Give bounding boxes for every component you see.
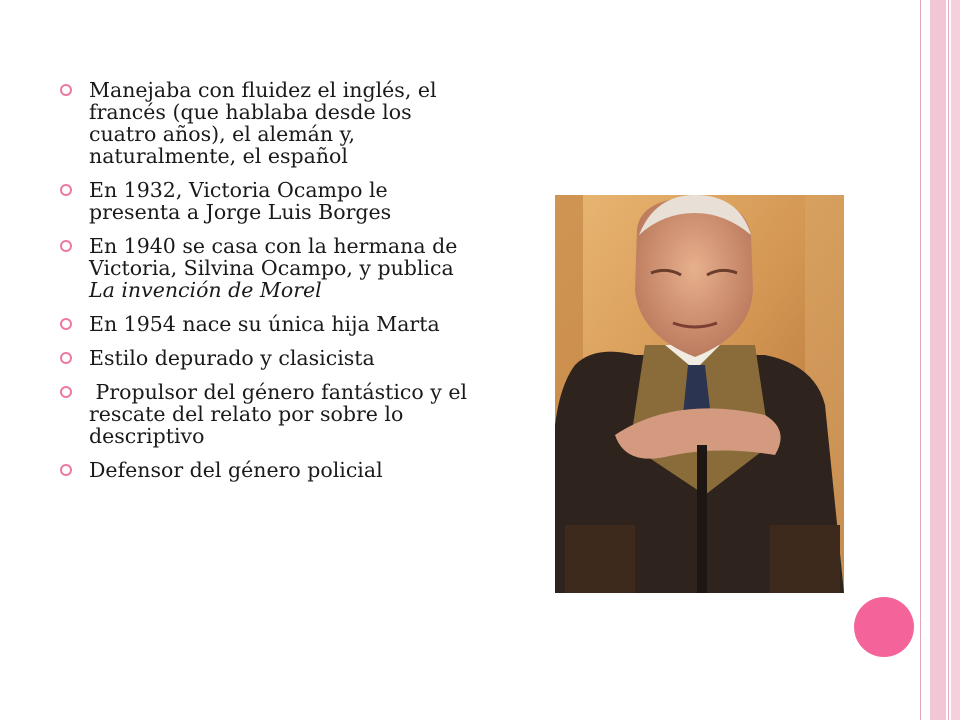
bullet-list (60, 79, 480, 493)
bullet-item (60, 235, 480, 301)
frame-band (930, 0, 946, 720)
bullet-ring-icon (60, 84, 72, 96)
bullet-ring-icon (60, 184, 72, 196)
bullet-item (60, 381, 480, 447)
bullet-item (60, 79, 480, 167)
bullet-text: Defensor del género policial (89, 458, 383, 482)
decorative-pink-circle (854, 597, 914, 657)
bullet-item (60, 459, 480, 481)
bullet-text: Manejaba con fluidez el inglés, el francés (que hablaba desde los cuatro años), el alemán y, naturalmente, el español (89, 78, 437, 168)
bullet-ring-icon (60, 352, 72, 364)
frame-line-left (920, 0, 921, 720)
book-title: La invención de Morel (89, 278, 322, 302)
frame-line-mid (948, 0, 949, 720)
bullet-item (60, 347, 480, 369)
bullet-ring-icon (60, 318, 72, 330)
bullet-text: En 1932, Victoria Ocampo le presenta a Jorge Luis Borges (89, 178, 392, 224)
bullet-ring-icon (60, 240, 72, 252)
bullet-text: En 1940 se casa con la hermana de Victoria, Silvina Ocampo, y publica (89, 234, 458, 280)
portrait-photo (555, 195, 844, 593)
bullet-text: Propulsor del género fantástico y el rescate del relato por sobre lo descriptivo (89, 380, 474, 448)
bullet-item (60, 179, 480, 223)
frame-band-outer (951, 0, 960, 720)
bullet-text: Estilo depurado y clasicista (89, 346, 375, 370)
bullet-text: En 1954 nace su única hija Marta (89, 312, 440, 336)
bullet-ring-icon (60, 464, 72, 476)
portrait-illustration (555, 195, 844, 593)
bullet-item (60, 313, 480, 335)
bullet-ring-icon (60, 386, 72, 398)
